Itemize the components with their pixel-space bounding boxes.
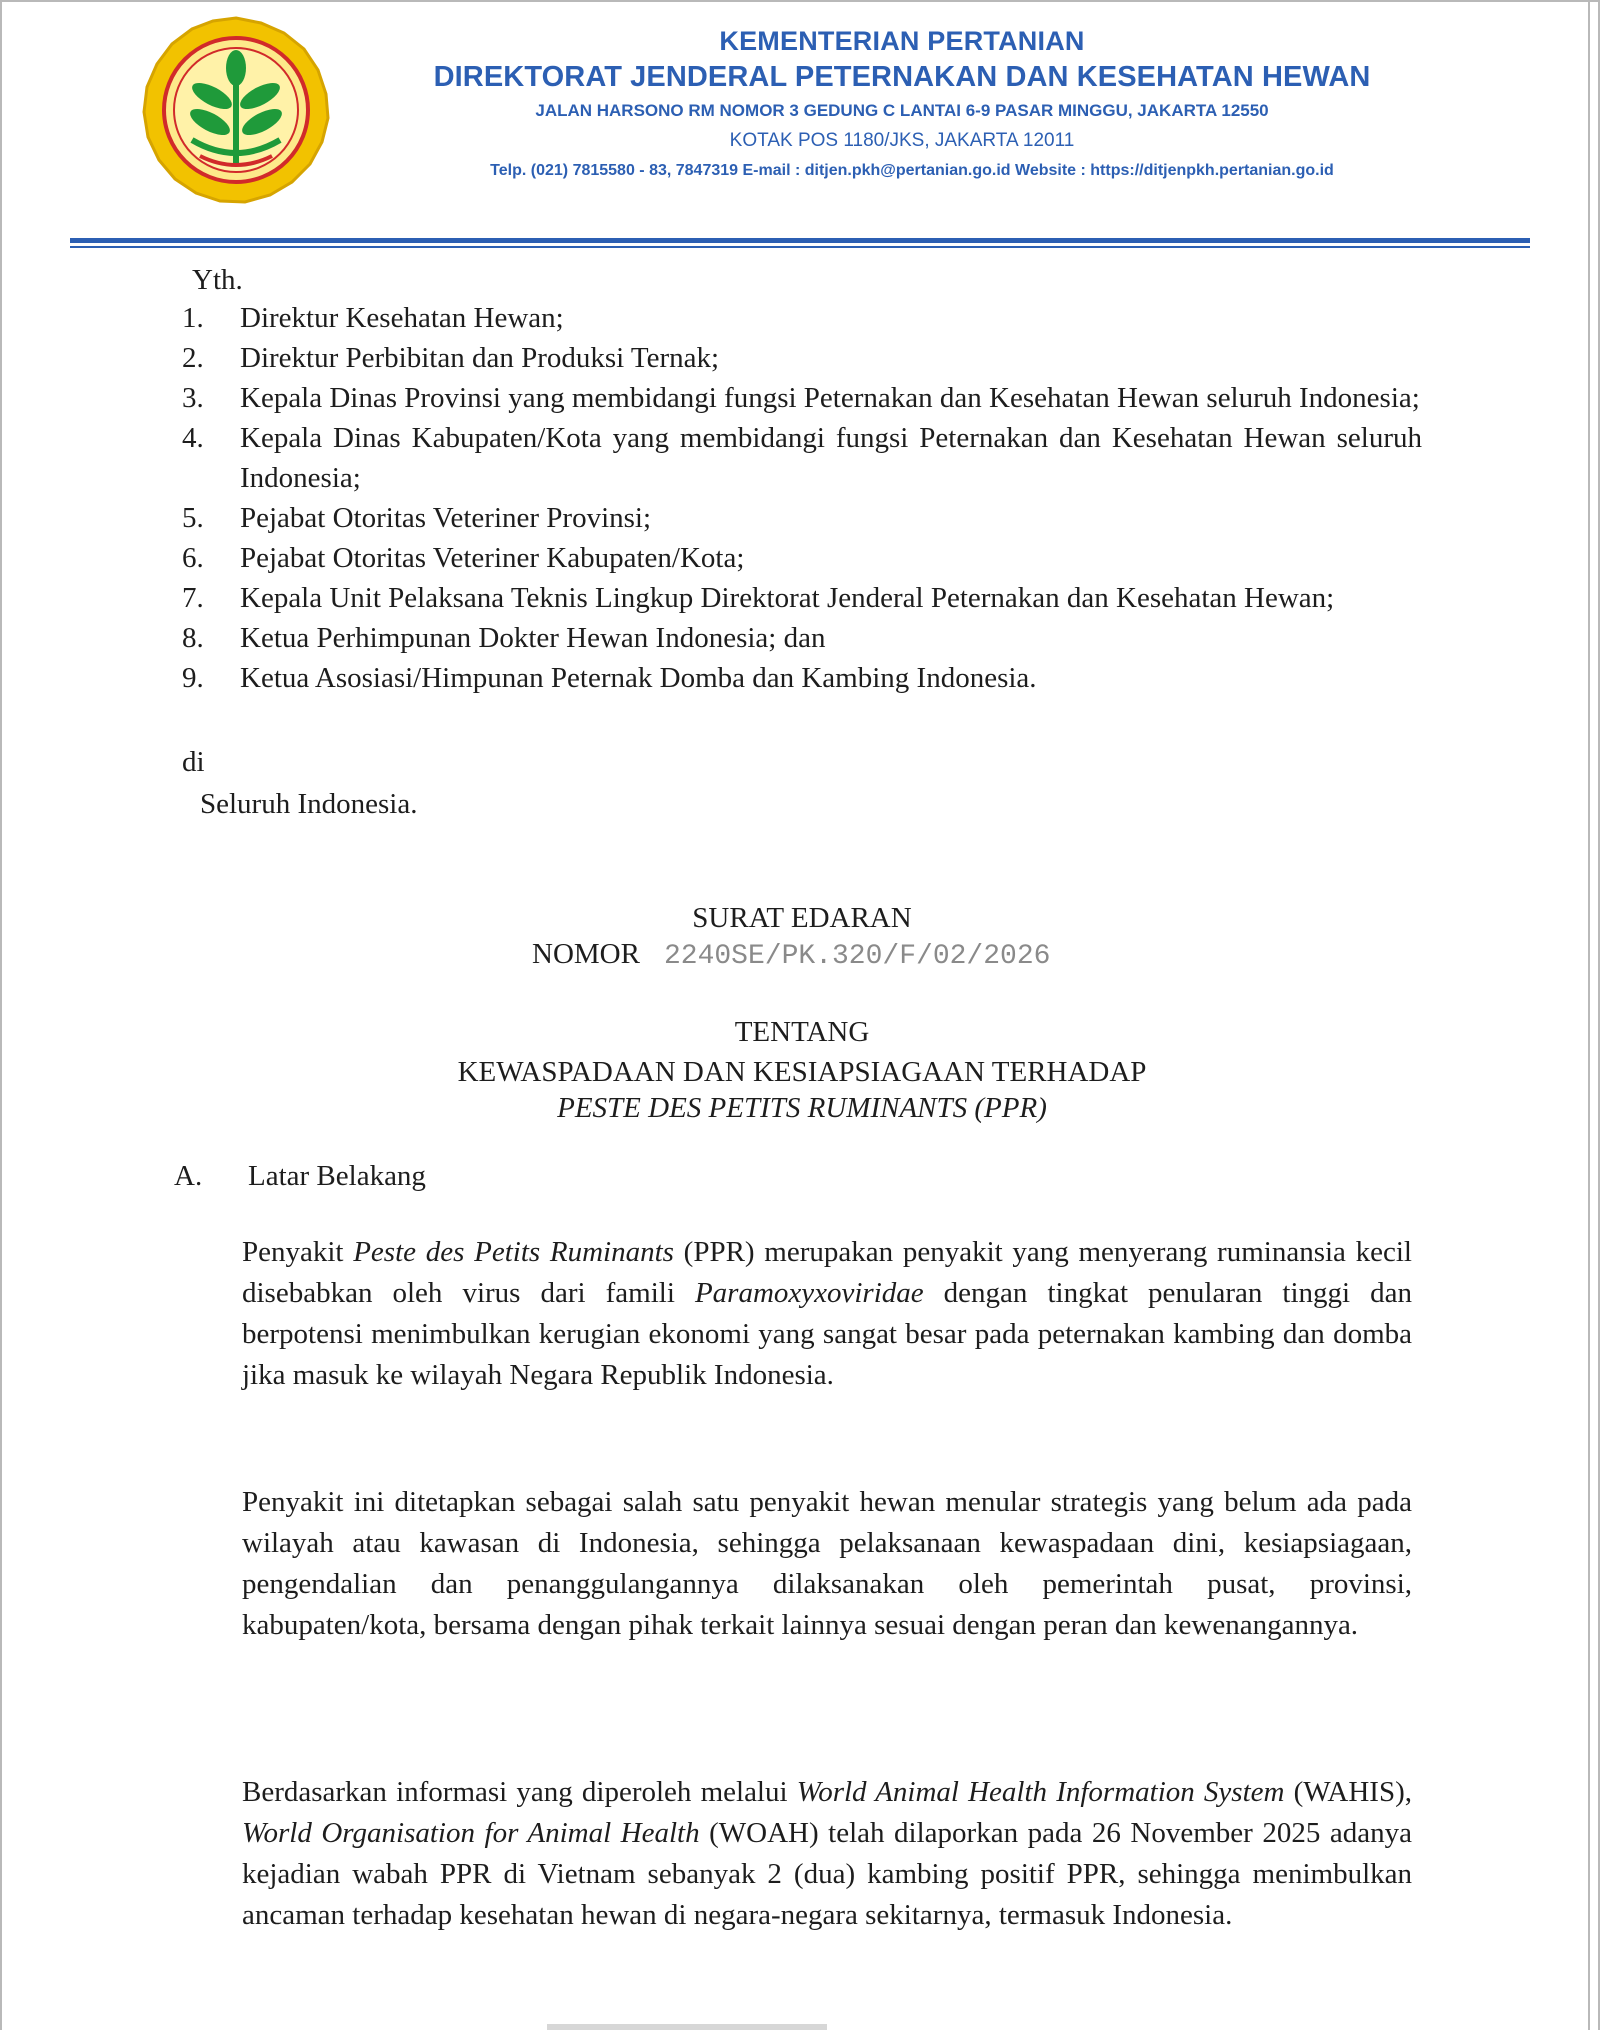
list-item: [182, 338, 1422, 378]
subject-line-2: PESTE DES PETITS RUMINANTS (PPR): [557, 1092, 1047, 1124]
list-number: 7.: [182, 582, 204, 614]
text-run-italic: World Animal Health Information System: [796, 1776, 1285, 1808]
salutation: Yth.: [192, 264, 243, 296]
list-text: Ketua Asosiasi/Himpunan Peternak Domba dan Kambing Indonesia.: [240, 662, 1037, 694]
location: Seluruh Indonesia.: [200, 788, 418, 820]
text-run-italic: Peste des Petits Ruminants: [353, 1236, 674, 1268]
list-number: 5.: [182, 502, 204, 534]
office-address: JALAN HARSONO RM NOMOR 3 GEDUNG C LANTAI 6-9 PASAR MINGGU, JAKARTA 12550: [535, 101, 1269, 120]
text-run: Penyakit: [242, 1236, 354, 1268]
ministry-logo-icon: [140, 14, 332, 206]
circular-number: [532, 938, 1050, 972]
recipient-list: [182, 298, 1422, 698]
list-text: Direktur Kesehatan Hewan;: [240, 302, 564, 334]
list-text: Pejabat Otoritas Veteriner Kabupaten/Kota;: [240, 542, 745, 574]
list-number: 9.: [182, 662, 204, 694]
page-edge: [1588, 2, 1590, 2030]
section-title: Latar Belakang: [248, 1160, 426, 1192]
list-item: [182, 658, 1422, 698]
text-run: (PPR) merupakan penyakit yang menyerang ruminansia kecil disebabkan oleh virus dari famili: [242, 1236, 1412, 1309]
list-item: [182, 418, 1422, 498]
list-item: [182, 378, 1422, 418]
location-prefix: di: [182, 746, 205, 778]
section-letter: A.: [174, 1160, 203, 1192]
paragraph-2: Penyakit ini ditetapkan sebagai salah satu penyakit hewan menular strategis yang belum ada pada wilayah atau kawasan di Indonesia, sehingga pelaksanaan kewaspadaan dini, kesiapsiagaan, pengendalian dan penanggulangannya dilaksanakan oleh pemerintah pusat, provinsi, kabupaten/kota, bersama dengan pihak terkait lainnya sesuai dengan peran dan kewenangannya.: [242, 1486, 1412, 1641]
letterhead: [332, 24, 1472, 186]
text-run: (WOAH) telah dilaporkan pada 26 November 2025 adanya kejadian wabah PPR di Vietnam sebanyak 2 (dua) kambing positif PPR, sehingga menimbulkan ancaman terhadap kesehatan hewan di negara-negara sekitarnya, termasuk Indonesia.: [242, 1817, 1412, 1931]
directorate-name: DIREKTORAT JENDERAL PETERNAKAN DAN KESEHATAN HEWAN: [433, 61, 1371, 93]
paragraph-1: [242, 1232, 1412, 1396]
text-run-italic: Paramoxyxoviridae: [694, 1277, 924, 1309]
subject-line-1: KEWASPADAAN DAN KESIAPSIAGAAN TERHADAP: [457, 1056, 1147, 1088]
list-text: Kepala Dinas Kabupaten/Kota yang membidangi fungsi Peternakan dan Kesehatan Hewan seluruh Indonesia;: [240, 422, 1422, 494]
text-run: (WAHIS),: [1284, 1776, 1413, 1808]
page-scroll-indicator[interactable]: [547, 2024, 827, 2030]
list-number: 1.: [182, 302, 204, 334]
text-run: dengan tingkat penularan tinggi dan berpotensi menimbulkan kerugian ekonomi yang sangat besar pada peternakan kambing dan domba jika masuk ke wilayah Negara Republik Indonesia.: [242, 1277, 1412, 1391]
number-label: NOMOR: [532, 938, 640, 970]
list-number: 3.: [182, 382, 204, 414]
ministry-name: KEMENTERIAN PERTANIAN: [719, 26, 1085, 56]
about-label: TENTANG: [734, 1016, 870, 1048]
po-box: KOTAK POS 1180/JKS, JAKARTA 12011: [729, 130, 1075, 151]
contact-line: Telp. (021) 7815580 - 83, 7847319 E-mail : ditjen.pkh@pertanian.go.id Website : https://ditjenpkh.pertanian.go.id: [490, 162, 1334, 179]
list-number: 6.: [182, 542, 204, 574]
list-item: [182, 298, 1422, 338]
letterhead-divider: [70, 238, 1530, 243]
list-text: Kepala Unit Pelaksana Teknis Lingkup Direktorat Jenderal Peternakan dan Kesehatan Hewan;: [240, 582, 1335, 614]
letterhead-divider-thin: [70, 246, 1530, 248]
paragraph-3: [242, 1772, 1412, 1936]
list-text: Pejabat Otoritas Veteriner Provinsi;: [240, 502, 652, 534]
list-item: [182, 578, 1422, 618]
list-number: 8.: [182, 622, 204, 654]
list-text: Ketua Perhimpunan Dokter Hewan Indonesia; dan: [240, 622, 826, 654]
circular-title: SURAT EDARAN: [692, 902, 912, 934]
list-text: Direktur Perbibitan dan Produksi Ternak;: [240, 342, 720, 374]
list-text: Kepala Dinas Provinsi yang membidangi fungsi Peternakan dan Kesehatan Hewan seluruh Indonesia;: [240, 382, 1420, 414]
list-item: [182, 538, 1422, 578]
list-item: [182, 498, 1422, 538]
text-run: Berdasarkan informasi yang diperoleh melalui: [242, 1776, 797, 1808]
text-run-italic: World Organisation for Animal Health: [242, 1817, 700, 1849]
list-item: [182, 618, 1422, 658]
number-value: 2240SE/PK.320/F/02/2026: [663, 941, 1051, 972]
list-number: 2.: [182, 342, 204, 374]
list-number: 4.: [182, 422, 204, 454]
